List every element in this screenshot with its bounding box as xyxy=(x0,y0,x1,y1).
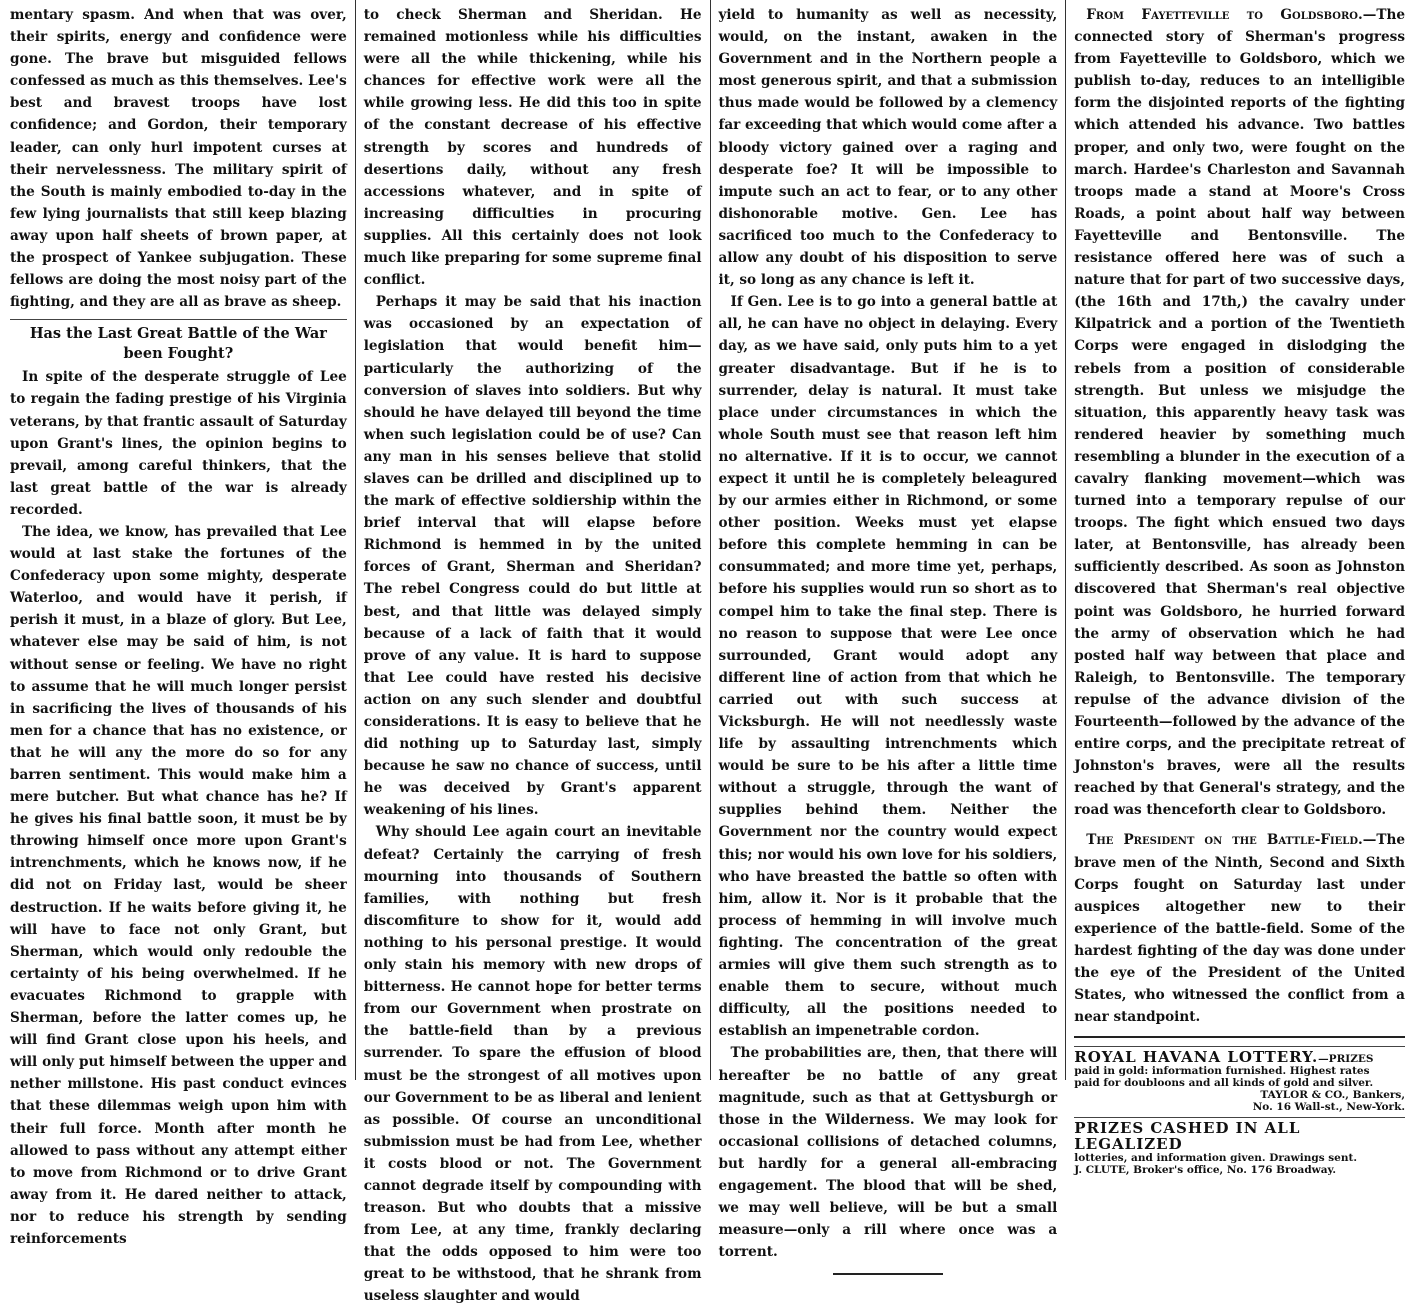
ad-line: paid in gold: information furnished. Highest rates xyxy=(1074,1065,1370,1078)
ad-havana-lottery xyxy=(1074,1046,1405,1113)
article-end-rule xyxy=(833,1273,943,1275)
ad-line: J. CLUTE, Broker's office, No. 176 Broadway. xyxy=(1074,1164,1337,1177)
article-paragraph: to check Sherman and Sheridan. He remained motionless while his difficulties were all the while thickening, while his chances for effective work were all the while growing less. He did this too in spite of the constant decrease of his effective strength by scores and hundreds of desertions daily, without any fresh accessions whatever, and in spite of increasing difficulties in procuring supplies. All this certainly does not look much like preparing for some supreme final conflict. xyxy=(363,7,702,289)
headline-last-great-battle: Has the Last Great Battle of the War been Fought? xyxy=(10,319,347,364)
story-lead: From Fayetteville to Goldsboro. xyxy=(1086,7,1363,23)
ad-line: No. 16 Wall-st., New-York. xyxy=(1252,1101,1405,1114)
article-paragraph: Perhaps it may be said that his inaction was occasioned by an expectation of legislation that would benefit him—particularly the authorizing of the conversion of slaves into soldiers. But why should he have delayed till beyond the time when such legislation could be of use? Can any man in his senses believe that stolid slaves can be drilled and disciplined up to the mark of effective soldiership within the brief interval that will elapse before Richmond is hemmed in by the united forces of Grant, Sherman and Sheridan? The rebel Congress could do but little at best, and that little was delayed simply because of a lack of faith that it would prove of any value. It is hard to suppose that Lee could have rested his decisive action on any such slender and doubtful considerations. It is easy to believe that he did nothing up to Saturday last, simply because he saw no chance of success, until he was deceived by Grant's apparent weakening of his lines. xyxy=(363,294,702,819)
story-body: —The connected story of Sherman's progress from Fayetteville to Goldsboro, which we publish to-day, reduces to an intelligible form the disjointed reports of the fighting which attended his advance. Two battles proper, and only two, were fought on the march. Hardee's Charleston and Savannah troops made a stand at Moore's Cross Roads, a point about half way between Fayetteville and Bentonsville. The resistance offered here was of such a nature that for part of two successive days, (the 16th and 17th,) the cavalry under Kilpatrick and a portion of the Twentieth Corps were engaged in dislodging the rebels from a position of considerable strength. But unless we misjudge the situation, this apparently heavy task was rendered heavier by something much resembling a blunder in the execution of a cavalry flanking movement—which was turned into a temporary repulse of our troops. The fight which ensued two days later, at Bentonsville, has already been sufficiently described. As soon as Johnston discovered that Sherman's real objective point was Goldsboro, he hurried forward the army of observation which he had posted half way between that place and Raleigh, to Bentonsville. The temporary repulse of the advance division of the Fourteenth—followed by the advance of the entire corps, and the precipitate retreat of Johnston's braves, were all the results reached by that General's strategy, and the road was thenceforth clear to Goldsboro. xyxy=(1074,7,1405,819)
column-4 xyxy=(1066,0,1413,1177)
ad-title: ROYAL HAVANA LOTTERY. xyxy=(1074,1048,1319,1067)
article-paragraph: yield to humanity as well as necessity, would, on the instant, awaken in the Government and in the Northern people a most generous spirit, and that a submission thus made would be followed by a clemency far exceeding that which would come after a bloody victory gained over a raging and desperate foe? It will be impossible to impute such an act to fear, or to any other dishonorable motive. Gen. Lee has sacrificed too much to the Confederacy to allow any doubt of his disposition to serve it, so long as any chance is left it. xyxy=(718,7,1058,289)
article-paragraph: In spite of the desperate struggle of Lee to regain the fading prestige of his Virginia veterans, by that frantic assault of Saturday upon Grant's lines, the opinion begins to prevail, among careful thinkers, that the last great battle of the war is already recorded. xyxy=(10,369,347,518)
column-1 xyxy=(2,0,355,1247)
ad-title: PRIZES CASHED IN ALL LEGALIZED xyxy=(1074,1119,1301,1154)
article-paragraph: If Gen. Lee is to go into a general battle at all, he can have no object in delaying. Every day, as we have said, only puts him to a yet greater disadvantage. But if he is to surrender, delay is natural. It must take place under circumstances in which the whole South must see that reason left him no alternative. If it is to occur, we cannot expect it until he is completely beleagured by our armies either in Richmond, or some other position. Weeks must yet elapse before this complete hemming in can be consummated; and more time yet, perhaps, before his supplies would run so short as to compel him to take the final step. There is no reason to suppose that were Lee once surrounded, Grant would adopt any different line of action from that which he carried out with such success at Vicksburgh. He will not needlessly waste life by assaulting intrenchments which would be sure to be his after a little time without a struggle, through the want of supplies behind them. Neither the Government nor the country would expect this; nor would his own love for his soldiers, who have breasted the battle so often with him, allow it. Nor is it probable that the process of hemming in will involve much fighting. The concentration of the great armies will give them such strength as to enable them to secure, without much difficulty, all the positions needed to establish an impenetrable cordon. xyxy=(718,294,1058,1040)
column-2 xyxy=(356,0,710,1305)
ad-line: lotteries, and information given. Drawings sent. xyxy=(1074,1152,1357,1165)
article-paragraph: Why should Lee again court an inevitable defeat? Certainly the carrying of fresh mourning into thousands of Southern families, with nothing but fresh discomfiture to show for it, would add nothing to his personal prestige. It would only stain his memory with new drops of bitterness. He cannot hope for better terms from our Government when prostrate on the battle-field than by a previous surrender. To spare the effusion of blood must be the strongest of all motives upon our Government to be as liberal and lenient as possible. Of course an unconditional submission must be had from Lee, whether it costs blood or not. The Government cannot degrade itself by compounding with treason. But who doubts that a missive from Lee, at any time, frankly declaring that the odds opposed to him were too great to be withstood, that he shrank from useless slaughter and would xyxy=(363,824,702,1305)
story-body: —The brave men of the Ninth, Second and Sixth Corps fought on Saturday last under auspices altogether new to their experience of the battle-field. Some of the hardest fighting of the day was done under the eye of the President of the United States, who witnessed the conflict from a near standpoint. xyxy=(1074,832,1405,1026)
ad-line: TAYLOR & CO., Bankers, xyxy=(1260,1089,1405,1102)
article-paragraph: The idea, we know, has prevailed that Lee would at last stake the fortunes of the Confederacy upon some mighty, desperate Waterloo, and would have it perish, if perish it must, in a blaze of glory. But Lee, whatever else may be said of him, is not without sense or feeling. We have no right to assume that he will much longer persist in sacrificing the lives of thousands of his men for a chance that has no existence, or that he will any the more do so for any barren sentiment. This would make him a mere butcher. But what chance has he? If he gives his final battle soon, it must be by throwing himself once more upon Grant's intrenchments, which he knows now, if he did not on Friday last, would be sheer destruction. If he waits before giving it, he will have to face not only Grant, but Sherman, which would only redouble the certainty of his being overwhelmed. If he evacuates Richmond to grapple with Sherman, before the latter comes up, he will find Grant close upon his heels, and will only put himself between the upper and nether millstone. His past conduct evinces that these dilemmas weigh upon him with their full force. Month after month he allowed to pass without any attempt either to move from Richmond or to drive Grant away from it. He dared neither to attack, nor to reduce his strength by sending reinforcements xyxy=(10,523,347,1247)
story-lead: The President on the Battle-Field. xyxy=(1086,832,1363,849)
story-president xyxy=(1074,829,1405,1028)
ad-line: paid for doubloons and all kinds of gold and silver. xyxy=(1074,1077,1374,1090)
advertisements xyxy=(1074,1036,1405,1176)
column-3 xyxy=(711,0,1066,1261)
ad-title-suffix: —PRIZES xyxy=(1318,1053,1374,1066)
article-paragraph: mentary spasm. And when that was over, their spirits, energy and confidence were gone. The brave but misguided fellows confessed as much as this themselves. Lee's best and bravest troops have lost confidence; and Gordon, their temporary leader, can only hurl impotent curses at their nervelessness. The military spirit of the South is mainly embodied to-day in the few lying journalists that still keep blazing away upon half sheets of brown paper, at the prospect of Yankee subjugation. These fellows are doing the most noisy part of the fighting, and they are all as brave as sheep. xyxy=(10,7,347,311)
story-fayetteville xyxy=(1074,4,1405,821)
article-paragraph: The probabilities are, then, that there will hereafter be no battle of any great magnitude, such as that at Gettysburgh or those in the Wilderness. We may look for occasional collisions of detached columns, but hardly for a general all-embracing engagement. The blood that will be shed, we may well believe, will be but a small measure—only a rill where once was a torrent. xyxy=(718,1045,1058,1261)
ad-prizes-cashed xyxy=(1074,1117,1405,1176)
